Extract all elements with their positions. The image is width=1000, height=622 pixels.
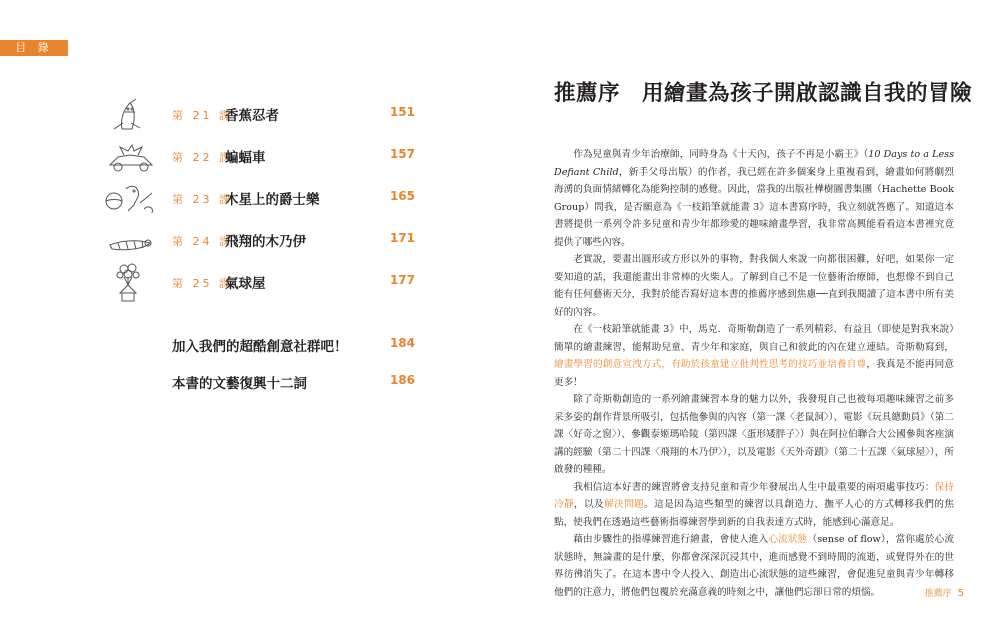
toc-lesson-title: 香蕉忍者: [225, 108, 279, 124]
toc-row-lesson-22[interactable]: [100, 137, 420, 177]
toc-row-lesson-23[interactable]: [100, 179, 420, 219]
preface-title: 用繪畫為孩子開啟認識自我的冒險: [642, 81, 973, 106]
toc-tab: 目 錄: [0, 40, 68, 56]
highlight-text: 繪畫學習的創意宣洩方式，有助於孩童建立批判性思考的技巧並培養自尊: [554, 359, 867, 370]
flying-mummy-icon: [100, 221, 160, 261]
toc-page-number: 151: [389, 105, 415, 119]
page-footer: [925, 586, 964, 599]
toc-extra-title: 本書的文藝復興十二詞: [172, 376, 307, 392]
paragraph: 作為兒童與青少年治療師，同時身為《十天內，孩子不再是小霸王》（10 Days to a Less Defiant Child，新手父母出版）的作者，我已經在許多個案身上重複看到，繪畫如何將劇烈海湧的負面情緒轉化為能夠控制的感覺。因此，當我的出版社樺樹圖書集團（Hachette Book Group）問我，是否願意為《一枝鉛筆就能畫 3》這本書寫序時，我立刻就答應了。知道這本書將提供一系列令許多兒童和青少年都珍愛的趣味繪畫學習，我非常高興能看看這本書裡究竟提供了哪些內容。: [554, 149, 954, 248]
paragraph: 老實說，要畫出圓形或方形以外的事物，對我個人來說一向都很困難，好吧，如果你一定要知道的話，我還能畫出非常棒的火柴人。了解到自己不是一位藝術治療師，也想像不到自己能有任何藝術天分，我對於能否寫好這本書的推薦序感到焦慮──直到我閱讀了這本書中所有美好的內容。: [554, 254, 954, 318]
highlight-text: 保持冷靜: [554, 481, 955, 510]
paragraph: 藉由步驟性的指導練習進行繪畫，會使人進入心流狀態（sense of flow），當你處於心流狀態時，無論畫的是什麼，你都會深深沉浸其中，進而感覺不到時間的流逝，或覺得外在的世界彷彿消失了。在這本書中令人投入、創造出心流狀態的這些練習，會促進兒童與青少年轉移他們的注意力，將他們包覆於充滿意義的時刻之中，讓他們忘卻日常的煩惱。: [554, 534, 955, 598]
toc-lesson-number: 第 22 課: [172, 151, 233, 164]
toc-page-number: 184: [389, 336, 415, 350]
toc-row-lesson-21[interactable]: [100, 95, 420, 135]
toc-lesson-title: 氣球屋: [225, 276, 266, 292]
toc-lesson-title: 木星上的爵士樂: [225, 192, 320, 208]
jazz-jupiter-icon: [100, 179, 160, 219]
preface-label: 推薦序: [554, 81, 621, 106]
paragraph: 除了奇斯勒創造的一系列繪畫練習本身的魅力以外，我發現自己也被每項趣味練習之前多采多姿的創作背景所吸引，包括他參與的內容（第一課〈老鼠洞〉）、電影《玩具總動員》（第二課〈好奇之窗〉）、參觀泰姬瑪哈陵（第四課〈蛋形矮胖子〉）與在阿拉伯聯合大公國參與客座演講的經驗（第二十四課〈飛翔的木乃伊〉），以及電影《天外奇蹟》（第二十五課〈氣球屋〉），所啟發的種種。: [554, 394, 954, 475]
toc-extra-title: 加入我們的超酷創意社群吧！: [172, 339, 348, 355]
toc-row-twelve-words[interactable]: [172, 372, 420, 394]
footer-label: 推薦序: [924, 589, 952, 599]
bat-car-icon: [100, 137, 160, 177]
toc-lesson-number: 第 24 課: [172, 235, 233, 248]
toc-page-number: 171: [389, 231, 415, 245]
toc-lesson-number: 第 25 課: [172, 277, 233, 290]
toc-row-lesson-25[interactable]: [100, 263, 420, 303]
preface-body: [554, 146, 954, 601]
paragraph: 我相信這本好書的練習將會支持兒童和青少年發展出人生中最重要的兩項處事技巧：保持冷靜，以及解決問題。這是因為這些類型的練習以具創造力、撫平人心的方式轉移我們的焦點，使我們在透過這些藝術指導練習學到新的自我表達方式時，能感到心滿意足。: [554, 481, 955, 528]
page-number: 5: [957, 588, 964, 599]
toc-row-lesson-24[interactable]: [100, 221, 420, 261]
highlight-text: 心流狀態: [768, 534, 808, 545]
toc-row-community[interactable]: [172, 335, 420, 357]
banana-ninja-icon: [100, 95, 160, 135]
toc-lesson-title: 飛翔的木乃伊: [225, 234, 306, 250]
toc-lesson-title: 蝙蝠車: [225, 150, 266, 166]
balloon-house-icon: [100, 263, 160, 303]
preface-heading: [554, 76, 972, 107]
toc-page-number: 157: [389, 147, 415, 161]
toc-lesson-number: 第 21 課: [172, 109, 233, 122]
toc-page-number: 165: [389, 189, 415, 203]
toc-page-number: 186: [389, 373, 415, 387]
highlight-text: 解決問題: [604, 499, 645, 510]
paragraph: 在《一枝鉛筆就能畫 3》中，馬克．奇斯勒創造了一系列精彩、有益且（即使是對我來說）簡單的繪畫練習，能幫助兒童、青少年和家庭，與自己和彼此的內在建立連結。奇斯勒寫到，繪畫學習的創意宣洩方式，有助於孩童建立批判性思考的技巧並培養自尊，我真是不能再同意更多！: [554, 324, 955, 388]
toc-lesson-number: 第 23 課: [172, 193, 233, 206]
toc-page-number: 177: [389, 273, 415, 287]
